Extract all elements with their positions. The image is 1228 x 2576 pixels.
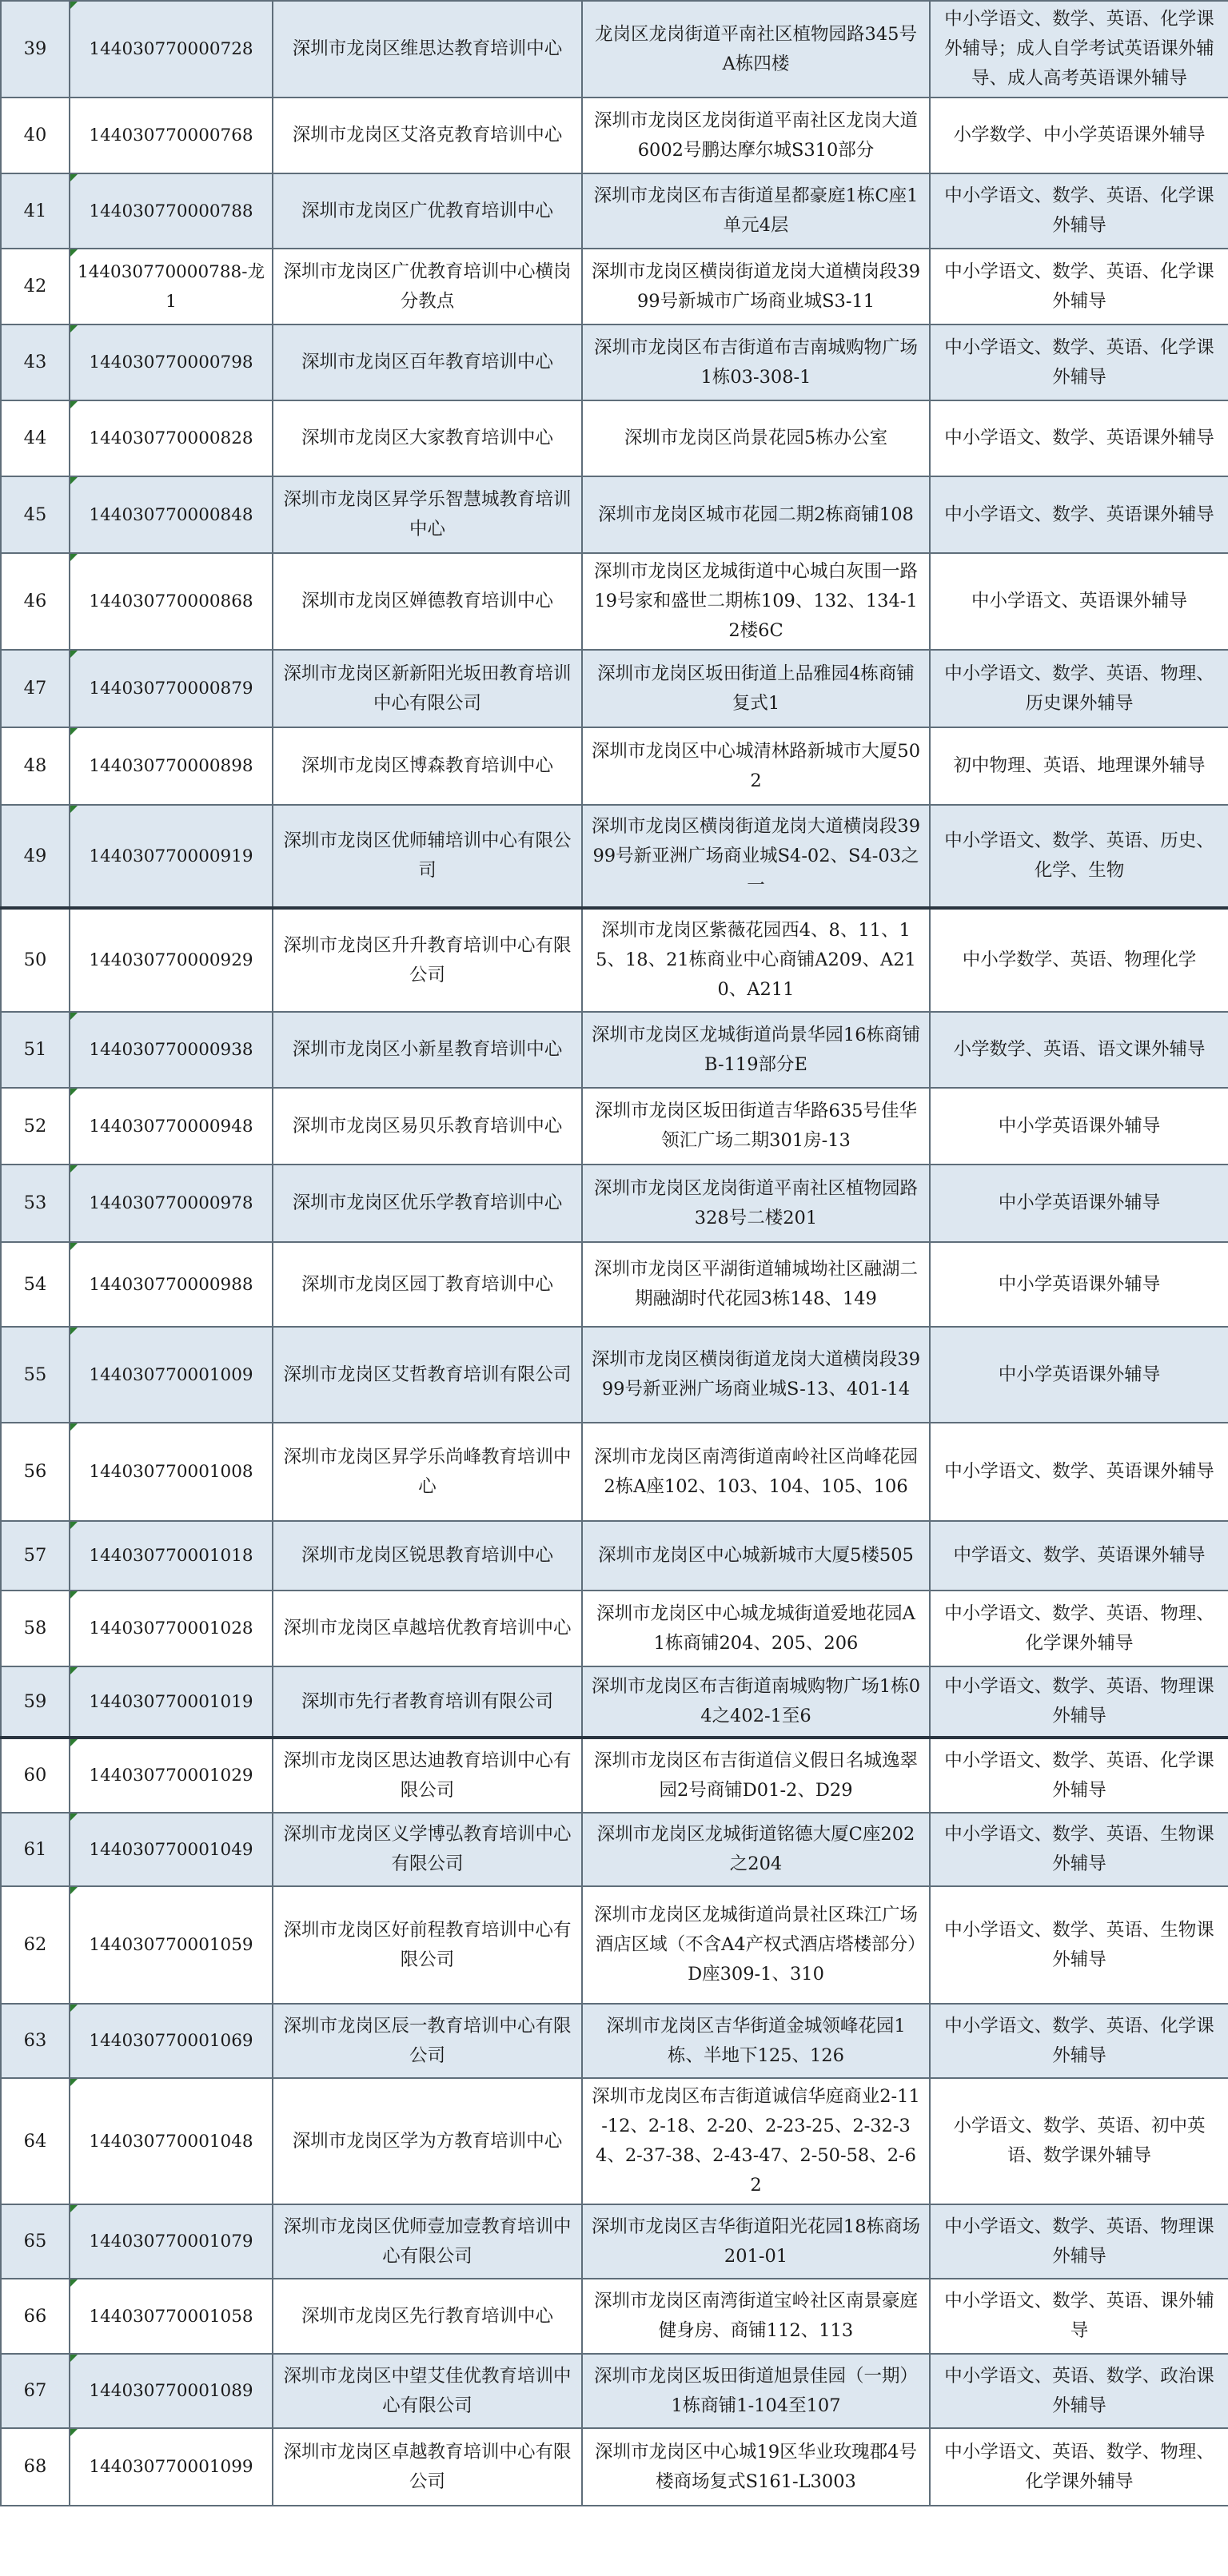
cell-addr: 深圳市龙岗区龙城街道尚景华园16栋商铺B-119部分E [582, 1012, 930, 1088]
cell-scope: 中小学语文、数学、英语、生物课外辅导 [930, 1813, 1228, 1886]
cell-name: 深圳市龙岗区婵德教育培训中心 [273, 553, 582, 650]
cell-scope: 中小学英语课外辅导 [930, 1327, 1228, 1423]
cell-name: 深圳市龙岗区广优教育培训中心 [273, 173, 582, 249]
cell-addr: 深圳市龙岗区中心城新城市大厦5楼505 [582, 1521, 930, 1591]
cell-no: 49 [1, 805, 70, 908]
table-row [1, 1521, 1228, 1591]
cell-id: 144030770001008 [70, 1423, 273, 1521]
cell-scope: 中小学语文、数学、英语、化学课外辅导；成人自学考试英语课外辅导、成人高考英语课外辅导 [930, 1, 1228, 98]
cell-addr: 深圳市龙岗区龙城街道中心城白灰围一路19号家和盛世二期栋109、132、134-1 2楼6C [582, 553, 930, 650]
cell-no: 44 [1, 400, 70, 476]
cell-no: 48 [1, 727, 70, 805]
cell-addr: 深圳市龙岗区布吉街道布吉南城购物广场1栋03-308-1 [582, 324, 930, 400]
table-row [1, 324, 1228, 400]
table-row [1, 553, 1228, 650]
cell-name: 深圳市龙岗区辰一教育培训中心有限公司 [273, 2004, 582, 2078]
cell-id: 144030770001028 [70, 1591, 273, 1666]
cell-no: 45 [1, 476, 70, 553]
cell-name: 深圳市龙岗区学为方教育培训中心 [273, 2078, 582, 2204]
table-row [1, 1738, 1228, 1813]
cell-scope: 中小学语文、英语课外辅导 [930, 553, 1228, 650]
cell-scope: 中小学英语课外辅导 [930, 1165, 1228, 1242]
cell-no: 66 [1, 2279, 70, 2354]
table-row [1, 908, 1228, 1012]
cell-addr: 深圳市龙岗区布吉街道信义假日名城逸翠园2号商铺D01-2、D29 [582, 1738, 930, 1813]
cell-name: 深圳市龙岗区百年教育培训中心 [273, 324, 582, 400]
table-row [1, 1012, 1228, 1088]
cell-scope: 中小学语文、数学、英语、化学课外辅导 [930, 324, 1228, 400]
cell-addr: 深圳市龙岗区横岗街道龙岗大道横岗段3999号新亚洲广场商业城S-13、401-14 [582, 1327, 930, 1423]
cell-id: 144030770000919 [70, 805, 273, 908]
table-row [1, 1165, 1228, 1242]
cell-scope: 中小学语文、数学、英语、化学课外辅导 [930, 1738, 1228, 1813]
cell-id: 144030770000929 [70, 908, 273, 1012]
cell-scope: 中小学语文、数学、英语、物理课外辅导 [930, 1666, 1228, 1738]
cell-addr: 深圳市龙岗区龙岗街道平南社区龙岗大道6002号鹏达摩尔城S310部分 [582, 98, 930, 173]
cell-no: 52 [1, 1088, 70, 1165]
table-row [1, 2004, 1228, 2078]
registry-table-body [1, 1, 1228, 2506]
cell-scope: 中小学语文、数学、英语、课外辅导 [930, 2279, 1228, 2354]
table-row [1, 1886, 1228, 2004]
cell-id: 144030770001019 [70, 1666, 273, 1738]
table-row [1, 650, 1228, 727]
cell-scope: 中小学语文、数学、英语、化学课外辅导 [930, 173, 1228, 249]
cell-name: 深圳市龙岗区园丁教育培训中心 [273, 1242, 582, 1327]
cell-addr: 深圳市龙岗区坂田街道旭景佳园（一期）1栋商铺1-104至107 [582, 2354, 930, 2428]
table-row [1, 2279, 1228, 2354]
cell-addr: 龙岗区龙岗街道平南社区植物园路345号A栋四楼 [582, 1, 930, 98]
cell-name: 深圳市龙岗区广优教育培训中心横岗分教点 [273, 249, 582, 324]
table-row [1, 1242, 1228, 1327]
cell-addr: 深圳市龙岗区坂田街道吉华路635号佳华领汇广场二期301房-13 [582, 1088, 930, 1165]
cell-id: 144030770000879 [70, 650, 273, 727]
cell-name: 深圳市龙岗区昇学乐智慧城教育培训中心 [273, 476, 582, 553]
table-row [1, 1327, 1228, 1423]
cell-addr: 深圳市龙岗区中心城19区华业玫瑰郡4号楼商场复式S161-L3003 [582, 2428, 930, 2506]
table-row [1, 2204, 1228, 2279]
table-row [1, 727, 1228, 805]
table-row [1, 1666, 1228, 1738]
cell-no: 54 [1, 1242, 70, 1327]
cell-name: 深圳市龙岗区博森教育培训中心 [273, 727, 582, 805]
cell-no: 61 [1, 1813, 70, 1886]
cell-addr: 深圳市龙岗区紫薇花园西4、8、11、15、18、21栋商业中心商铺A209、A210、A211 [582, 908, 930, 1012]
cell-addr: 深圳市龙岗区南湾街道宝岭社区南景豪庭健身房、商铺112、113 [582, 2279, 930, 2354]
table-row [1, 1, 1228, 98]
cell-scope: 中小学语文、数学、英语、化学课外辅导 [930, 249, 1228, 324]
table-row [1, 2078, 1228, 2204]
cell-scope: 中小学语文、英语、数学、政治课外辅导 [930, 2354, 1228, 2428]
table-row [1, 2428, 1228, 2506]
cell-no: 46 [1, 553, 70, 650]
cell-addr: 深圳市龙岗区龙岗街道平南社区植物园路328号二楼201 [582, 1165, 930, 1242]
cell-name: 深圳市龙岗区升升教育培训中心有限公司 [273, 908, 582, 1012]
table-row [1, 1088, 1228, 1165]
cell-no: 63 [1, 2004, 70, 2078]
cell-name: 深圳市龙岗区新新阳光坂田教育培训中心有限公司 [273, 650, 582, 727]
cell-name: 深圳市龙岗区易贝乐教育培训中心 [273, 1088, 582, 1165]
cell-id: 144030770001018 [70, 1521, 273, 1591]
cell-no: 41 [1, 173, 70, 249]
cell-scope: 中小学语文、数学、英语、生物课外辅导 [930, 1886, 1228, 2004]
cell-no: 56 [1, 1423, 70, 1521]
cell-no: 50 [1, 908, 70, 1012]
cell-id: 144030770001099 [70, 2428, 273, 2506]
table-row [1, 400, 1228, 476]
cell-addr: 深圳市龙岗区中心城清林路新城市大厦502 [582, 727, 930, 805]
cell-scope: 小学数学、英语、语文课外辅导 [930, 1012, 1228, 1088]
cell-id: 144030770001058 [70, 2279, 273, 2354]
cell-scope: 中小学英语课外辅导 [930, 1088, 1228, 1165]
table-row [1, 1591, 1228, 1666]
cell-no: 40 [1, 98, 70, 173]
cell-scope: 小学数学、中小学英语课外辅导 [930, 98, 1228, 173]
cell-addr: 深圳市龙岗区布吉街道诚信华庭商业2-11-12、2-18、2-20、2-23-25、2-32-34、2-37-38、2-43-47、2-50-58、2-62 [582, 2078, 930, 2204]
cell-addr: 深圳市龙岗区坂田街道上品雅园4栋商铺复式1 [582, 650, 930, 727]
cell-no: 57 [1, 1521, 70, 1591]
cell-scope: 中小学语文、数学、英语课外辅导 [930, 476, 1228, 553]
cell-name: 深圳市龙岗区中望艾佳优教育培训中心有限公司 [273, 2354, 582, 2428]
cell-addr: 深圳市龙岗区龙城街道铭德大厦C座202之204 [582, 1813, 930, 1886]
cell-no: 39 [1, 1, 70, 98]
cell-id: 144030770001089 [70, 2354, 273, 2428]
cell-addr: 深圳市龙岗区吉华街道金城领峰花园1栋、半地下125、126 [582, 2004, 930, 2078]
cell-addr: 深圳市龙岗区平湖街道辅城坳社区融湖二期融湖时代花园3栋148、149 [582, 1242, 930, 1327]
cell-name: 深圳市龙岗区思达迪教育培训中心有限公司 [273, 1738, 582, 1813]
cell-addr: 深圳市龙岗区中心城龙城街道爱地花园A1栋商铺204、205、206 [582, 1591, 930, 1666]
cell-id: 144030770000868 [70, 553, 273, 650]
cell-no: 47 [1, 650, 70, 727]
cell-addr: 深圳市龙岗区南湾街道南岭社区尚峰花园2栋A座102、103、104、105、106 [582, 1423, 930, 1521]
cell-scope: 中小学语文、数学、英语、物理、历史课外辅导 [930, 650, 1228, 727]
cell-id: 144030770001059 [70, 1886, 273, 2004]
cell-name: 深圳市龙岗区卓越教育培训中心有限公司 [273, 2428, 582, 2506]
cell-addr: 深圳市龙岗区城市花园二期2栋商铺108 [582, 476, 930, 553]
cell-addr: 深圳市龙岗区吉华街道阳光花园18栋商场201-01 [582, 2204, 930, 2279]
cell-id: 144030770000978 [70, 1165, 273, 1242]
cell-name: 深圳市龙岗区大家教育培训中心 [273, 400, 582, 476]
cell-name: 深圳市龙岗区昇学乐尚峰教育培训中心 [273, 1423, 582, 1521]
cell-id: 144030770001069 [70, 2004, 273, 2078]
cell-no: 65 [1, 2204, 70, 2279]
cell-no: 67 [1, 2354, 70, 2428]
table-row [1, 476, 1228, 553]
cell-name: 深圳市龙岗区锐思教育培训中心 [273, 1521, 582, 1591]
cell-addr: 深圳市龙岗区横岗街道龙岗大道横岗段3999号新城市广场商业城S3-11 [582, 249, 930, 324]
cell-name: 深圳市龙岗区优师壹加壹教育培训中心有限公司 [273, 2204, 582, 2279]
cell-name: 深圳市龙岗区优师辅培训中心有限公司 [273, 805, 582, 908]
cell-no: 64 [1, 2078, 70, 2204]
cell-scope: 中小学语文、数学、英语、历史、化学、生物 [930, 805, 1228, 908]
cell-id: 144030770001009 [70, 1327, 273, 1423]
table-row [1, 173, 1228, 249]
cell-name: 深圳市龙岗区艾洛克教育培训中心 [273, 98, 582, 173]
cell-name: 深圳市龙岗区小新星教育培训中心 [273, 1012, 582, 1088]
cell-no: 62 [1, 1886, 70, 2004]
cell-name: 深圳市龙岗区卓越培优教育培训中心 [273, 1591, 582, 1666]
cell-scope: 中小学语文、英语、数学、物理、化学课外辅导 [930, 2428, 1228, 2506]
table-row [1, 2354, 1228, 2428]
cell-id: 144030770000898 [70, 727, 273, 805]
cell-no: 51 [1, 1012, 70, 1088]
cell-addr: 深圳市龙岗区布吉街道南城购物广场1栋04之402-1至6 [582, 1666, 930, 1738]
cell-scope: 中小学语文、数学、英语、化学课外辅导 [930, 2004, 1228, 2078]
cell-name: 深圳市龙岗区优乐学教育培训中心 [273, 1165, 582, 1242]
cell-id: 144030770000788-龙1 [70, 249, 273, 324]
cell-no: 68 [1, 2428, 70, 2506]
cell-addr: 深圳市龙岗区布吉街道星都豪庭1栋C座1单元4层 [582, 173, 930, 249]
table-row [1, 1813, 1228, 1886]
cell-no: 55 [1, 1327, 70, 1423]
table-row [1, 98, 1228, 173]
cell-name: 深圳市龙岗区艾哲教育培训有限公司 [273, 1327, 582, 1423]
cell-id: 144030770000988 [70, 1242, 273, 1327]
cell-id: 144030770000938 [70, 1012, 273, 1088]
cell-id: 144030770000948 [70, 1088, 273, 1165]
cell-no: 58 [1, 1591, 70, 1666]
cell-id: 144030770001079 [70, 2204, 273, 2279]
cell-no: 53 [1, 1165, 70, 1242]
cell-scope: 中小学语文、数学、英语课外辅导 [930, 1423, 1228, 1521]
cell-scope: 中小学语文、数学、英语、物理课外辅导 [930, 2204, 1228, 2279]
cell-addr: 深圳市龙岗区龙城街道尚景社区珠江广场酒店区域（不含A4产权式酒店塔楼部分）D座309-1、310 [582, 1886, 930, 2004]
cell-no: 42 [1, 249, 70, 324]
cell-name: 深圳市龙岗区义学博弘教育培训中心有限公司 [273, 1813, 582, 1886]
cell-name: 深圳市龙岗区好前程教育培训中心有限公司 [273, 1886, 582, 2004]
cell-scope: 中小学语文、数学、英语、物理、化学课外辅导 [930, 1591, 1228, 1666]
cell-name: 深圳市龙岗区维思达教育培训中心 [273, 1, 582, 98]
cell-id: 144030770000728 [70, 1, 273, 98]
cell-scope: 中小学语文、数学、英语课外辅导 [930, 400, 1228, 476]
table-row [1, 249, 1228, 324]
table-row [1, 805, 1228, 908]
cell-addr: 深圳市龙岗区尚景花园5栋办公室 [582, 400, 930, 476]
cell-id: 144030770001029 [70, 1738, 273, 1813]
cell-no: 43 [1, 324, 70, 400]
cell-name: 深圳市龙岗区先行教育培训中心 [273, 2279, 582, 2354]
cell-scope: 小学语文、数学、英语、初中英语、数学课外辅导 [930, 2078, 1228, 2204]
cell-id: 144030770000828 [70, 400, 273, 476]
cell-no: 60 [1, 1738, 70, 1813]
cell-scope: 初中物理、英语、地理课外辅导 [930, 727, 1228, 805]
cell-no: 59 [1, 1666, 70, 1738]
cell-scope: 中学语文、数学、英语课外辅导 [930, 1521, 1228, 1591]
cell-id: 144030770001048 [70, 2078, 273, 2204]
cell-id: 144030770000788 [70, 173, 273, 249]
cell-id: 144030770000848 [70, 476, 273, 553]
cell-addr: 深圳市龙岗区横岗街道龙岗大道横岗段3999号新亚洲广场商业城S4-02、S4-03之一 [582, 805, 930, 908]
cell-id: 144030770000798 [70, 324, 273, 400]
table-row [1, 1423, 1228, 1521]
cell-name: 深圳市先行者教育培训有限公司 [273, 1666, 582, 1738]
cell-id: 144030770001049 [70, 1813, 273, 1886]
cell-id: 144030770000768 [70, 98, 273, 173]
cell-scope: 中小学数学、英语、物理化学 [930, 908, 1228, 1012]
cell-scope: 中小学英语课外辅导 [930, 1242, 1228, 1327]
